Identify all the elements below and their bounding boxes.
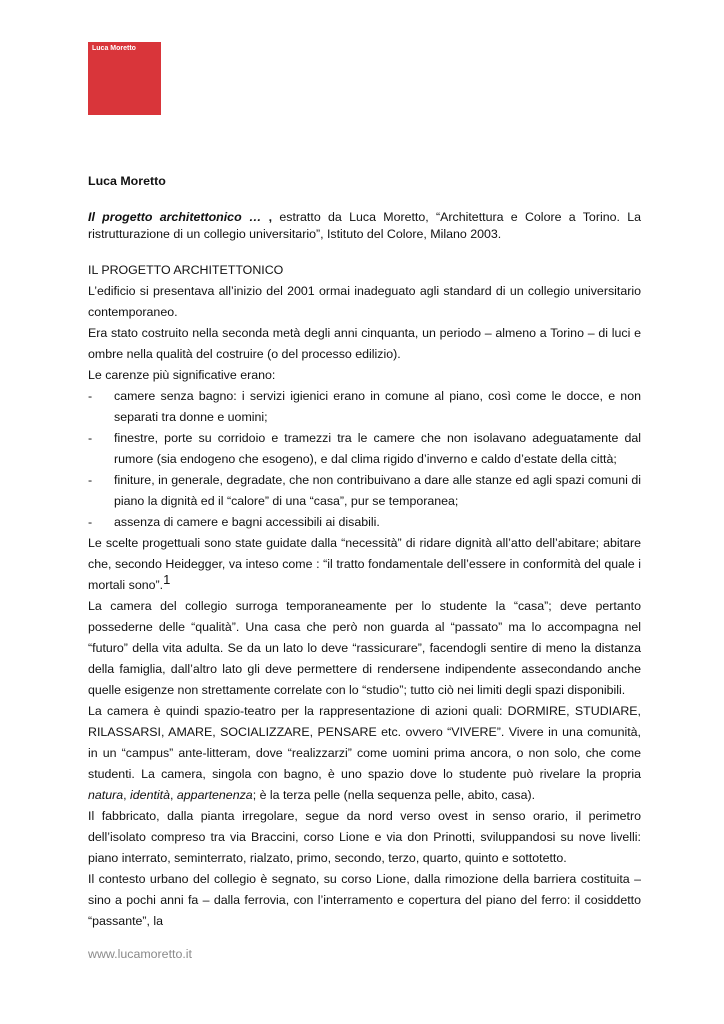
separator: ,: [170, 788, 177, 802]
list-item: [88, 470, 641, 512]
list-item-text: finestre, porte su corridoio e tramezzi tra le camere che non isolavano adeguatamente dal rumore (sia endogeno che esogeno), e dal clima rigido d’inverno e caldo d’estate della città;: [114, 431, 641, 466]
list-dash: -: [88, 473, 93, 487]
list-dash: -: [88, 515, 93, 529]
author-name: Luca Moretto: [88, 174, 166, 188]
paragraph-3: Le carenze più significative erano:: [88, 368, 276, 382]
paragraph-6-tail: ; è la terza pelle (nella sequenza pelle, abito, casa).: [252, 788, 536, 802]
list-item: [88, 512, 641, 533]
paragraph-1: L’edificio si presentava all’inizio del 2001 ormai inadeguato agli standard di un collegio universitario contemporaneo.: [88, 284, 641, 319]
logo-text: Luca Moretto: [92, 45, 136, 52]
paragraph-5: La camera del collegio surroga temporaneamente per lo studente la “casa”; deve pertanto possederne delle “qualità”. Una casa che però non guarda al “passato” ma lo accompagna nel “futuro” della vita adulta. Se da un lato lo deve “rassicurare”, facendogli sentire di meno la distanza della famiglia, dall’altro lato gli deve permettere di rendersene indipendente assecondando anche quelle esigenze non strettamente correlate con lo “studio”; tutto ciò nei limiti degli spazi disponibili.: [88, 599, 641, 697]
section-heading: IL PROGETTO ARCHITETTONICO: [88, 263, 284, 277]
list-dash: -: [88, 389, 93, 403]
emphasis-natura: natura: [88, 788, 124, 802]
list-item-text: assenza di camere e bagni accessibili ai disabili.: [114, 515, 380, 529]
list-item: [88, 386, 641, 428]
emphasis-identita: identità: [130, 788, 170, 802]
paragraph-6: [88, 701, 641, 806]
paragraph-4-text: Le scelte progettuali sono state guidate dalla “necessità” di ridare dignità all’atto dell’abitare; abitare che, secondo Heidegger, va inteso come : “il tratto fondamentale dell’essere in conformità del quale i mortali sono”.: [88, 536, 641, 592]
logo: [88, 42, 161, 115]
footnote-marker: 1: [163, 572, 171, 587]
citation: [88, 209, 641, 243]
citation-comma: ,: [261, 210, 273, 224]
emphasis-appartenenza: appartenenza: [176, 788, 253, 802]
footer-url[interactable]: www.lucamoretto.it: [88, 947, 192, 961]
list-item-text: finiture, in generale, degradate, che non contribuivano a dare alle stanze ed agli spazi comuni di piano la dignità ed il “calore” di una “casa”, pur se temporanea;: [114, 473, 641, 508]
document-body: [88, 171, 641, 932]
paragraph-7: Il fabbricato, dalla pianta irregolare, segue da nord verso ovest in senso orario, il perimetro dell’isolato compreso tra via Braccini, corso Lione e via don Prinotti, sviluppandosi su nove livelli: piano interrato, seminterrato, rialzato, primo, secondo, terzo, quarto, quinto e sottotetto.: [88, 809, 641, 865]
paragraph-4: [88, 533, 641, 596]
citation-text: estratto da Luca Moretto, “Architettura e Colore a Torino. La ristrutturazione di un collegio universitario”, Istituto del Colore, Milano 2003.: [88, 210, 642, 241]
list-item-text: camere senza bagno: i servizi igienici erano in comune al piano, così come le docce, e non separati tra donne e uomini;: [114, 389, 641, 424]
list-item: [88, 428, 641, 470]
paragraph-2: Era stato costruito nella seconda metà degli anni cinquanta, un periodo – almeno a Torino – di luci e ombre nella qualità del costruire (o del processo edilizio).: [88, 326, 641, 361]
citation-title: Il progetto architettonico …: [88, 210, 262, 224]
deficiency-list: [88, 386, 641, 533]
list-dash: -: [88, 431, 93, 445]
separator: ,: [123, 788, 131, 802]
paragraph-8: Il contesto urbano del collegio è segnato, su corso Lione, dalla rimozione della barriera costituita – sino a pochi anni fa – dalla ferrovia, con l’interramento e copertura del piano del ferro: il cosiddetto “passante”, la: [88, 872, 641, 928]
paragraph-6-text: La camera è quindi spazio-teatro per la rappresentazione di azioni quali: DORMIRE, STUDIARE, RILASSARSI, AMARE, SOCIALIZZARE, PENSARE etc. ovvero “VIVERE”. Vivere in una comunità, in un “campus” ante-litteram, dove “realizzarzi” come uomini prima ancora, o non solo, che come studenti. La camera, singola con bagno, è uno spazio dove lo studente può rivelare la propria: [88, 704, 641, 781]
